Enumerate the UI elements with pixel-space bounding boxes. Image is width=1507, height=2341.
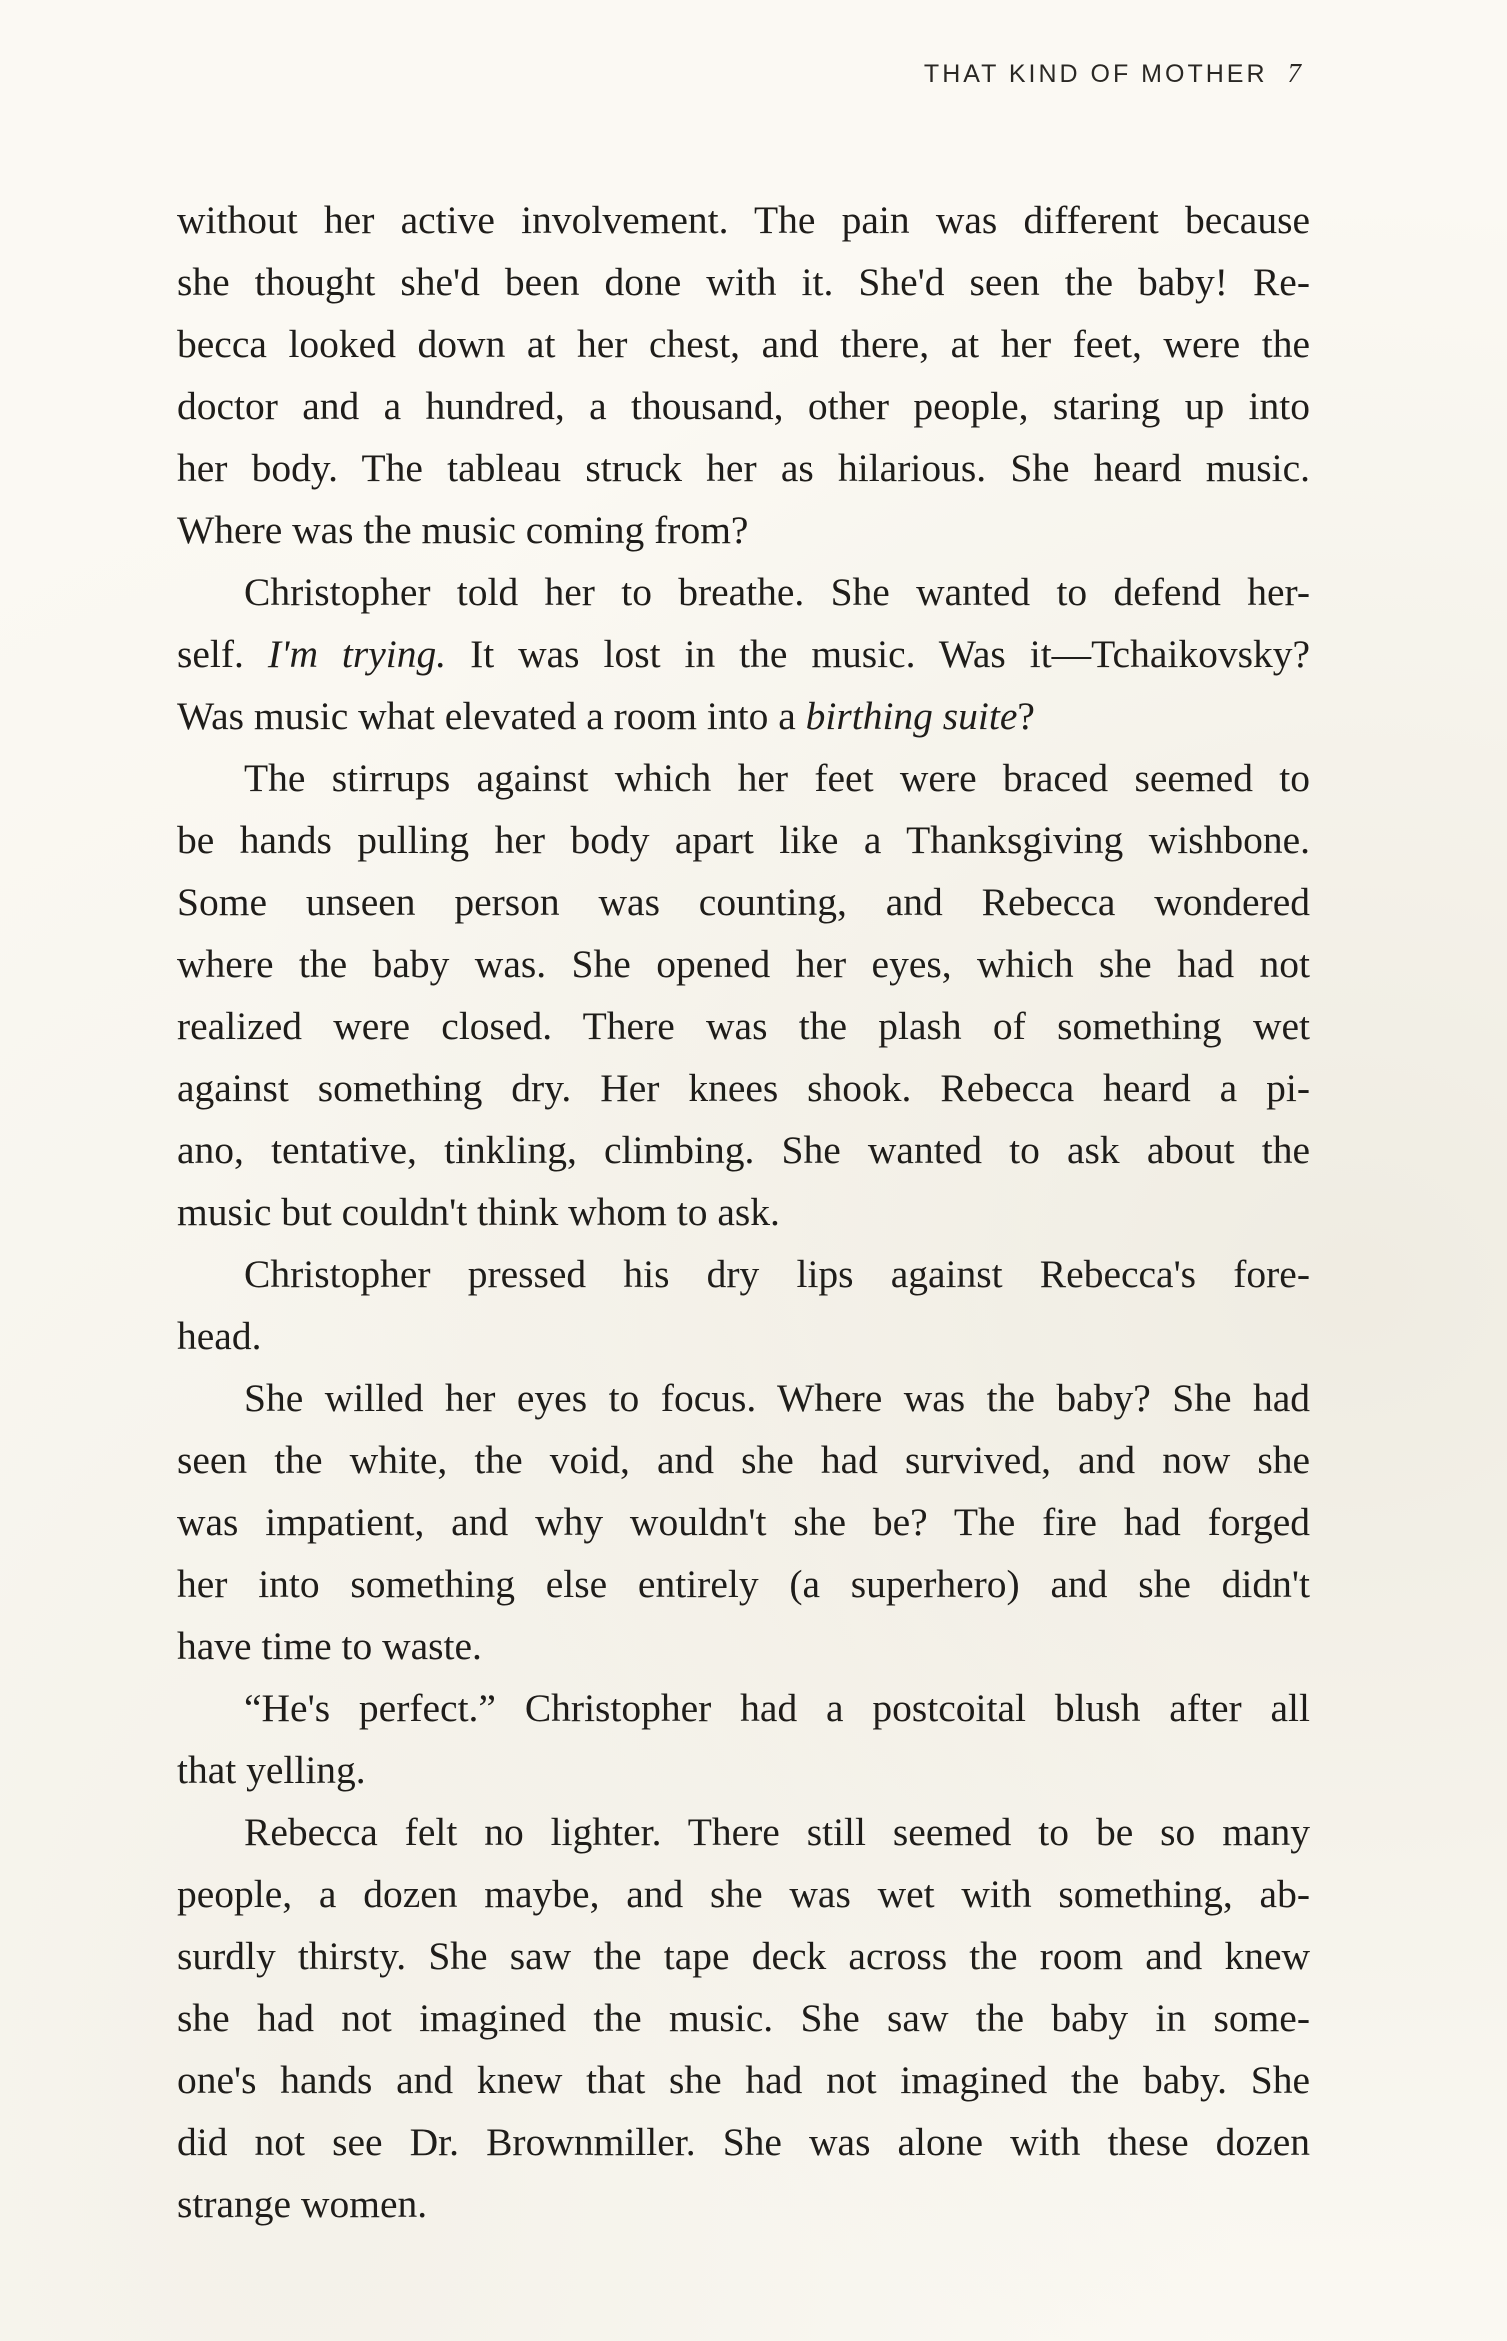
text-line: The stirrups against which her feet were braced seemed to [244, 756, 1310, 800]
text-line: her body. The tableau struck her as hilarious. She heard music. [177, 446, 1310, 490]
paragraph [177, 1243, 1310, 1367]
running-head-title: THAT KIND OF MOTHER [923, 60, 1268, 88]
text-line: was impatient, and why wouldn't she be? The fire had forged [177, 1500, 1310, 1544]
text-run: Was music what elevated a room into a [177, 694, 806, 738]
text-line: She willed her eyes to focus. Where was the baby? She had [244, 1376, 1310, 1420]
text-line: against something dry. Her knees shook. Rebecca heard a pi- [177, 1066, 1310, 1110]
text-line: Where was the music coming from? [177, 508, 749, 552]
text-run: self. [177, 632, 268, 676]
paragraph [177, 1801, 1310, 2235]
text-line: without her active involvement. The pain was different because [177, 198, 1310, 242]
text-line: she thought she'd been done with it. She'd seen the baby! Re- [177, 260, 1310, 304]
text-line: she had not imagined the music. She saw the baby in some- [177, 1996, 1310, 2040]
text-line: head. [177, 1314, 262, 1358]
paragraph [177, 1367, 1310, 1677]
text-line: ano, tentative, tinkling, climbing. She wanted to ask about the [177, 1128, 1310, 1172]
text-line: becca looked down at her chest, and there, at her feet, were the [177, 322, 1310, 366]
italic-text: I'm trying. [267, 632, 447, 676]
text-line: surdly thirsty. She saw the tape deck across the room and knew [177, 1934, 1310, 1978]
text-line: her into something else entirely (a superhero) and she didn't [177, 1562, 1310, 1606]
text-run: It was lost in the music. Was it—Tchaikovsky? [446, 632, 1310, 676]
paragraph [177, 747, 1310, 1243]
text-line: be hands pulling her body apart like a Thanksgiving wishbone. [177, 818, 1310, 862]
text-line: Rebecca felt no lighter. There still seemed to be so many [244, 1810, 1310, 1854]
body-text [177, 189, 1310, 2235]
text-line: people, a dozen maybe, and she was wet with something, ab- [177, 1872, 1310, 1916]
paragraph [177, 189, 1310, 561]
text-line: did not see Dr. Brownmiller. She was alone with these dozen [177, 2120, 1310, 2164]
running-head [924, 58, 1301, 89]
italic-text: birthing suite [805, 694, 1018, 738]
text-line: have time to waste. [177, 1624, 482, 1668]
text-line: Christopher pressed his dry lips against Rebecca's fore- [244, 1252, 1310, 1296]
text-line: “He's perfect.” Christopher had a postcoital blush after all [244, 1686, 1310, 1730]
text-run: ? [1017, 694, 1035, 738]
text-line: realized were closed. There was the plash of something wet [177, 1004, 1310, 1048]
text-line: Some unseen person was counting, and Rebecca wondered [177, 880, 1310, 924]
page-number: 7 [1287, 58, 1301, 88]
text-line: music but couldn't think whom to ask. [177, 1190, 780, 1234]
text-line: Christopher told her to breathe. She wanted to defend her- [244, 570, 1310, 614]
text-line: seen the white, the void, and she had survived, and now she [177, 1438, 1310, 1482]
text-line: doctor and a hundred, a thousand, other people, staring up into [177, 384, 1310, 428]
paragraph [177, 561, 1310, 747]
text-line: strange women. [177, 2182, 428, 2226]
text-line: that yelling. [177, 1748, 366, 1792]
text-line: one's hands and knew that she had not imagined the baby. She [177, 2058, 1310, 2102]
text-line: where the baby was. She opened her eyes, which she had not [177, 942, 1310, 986]
paragraph [177, 1677, 1310, 1801]
text-line [177, 623, 1310, 685]
text-line [177, 685, 1310, 747]
